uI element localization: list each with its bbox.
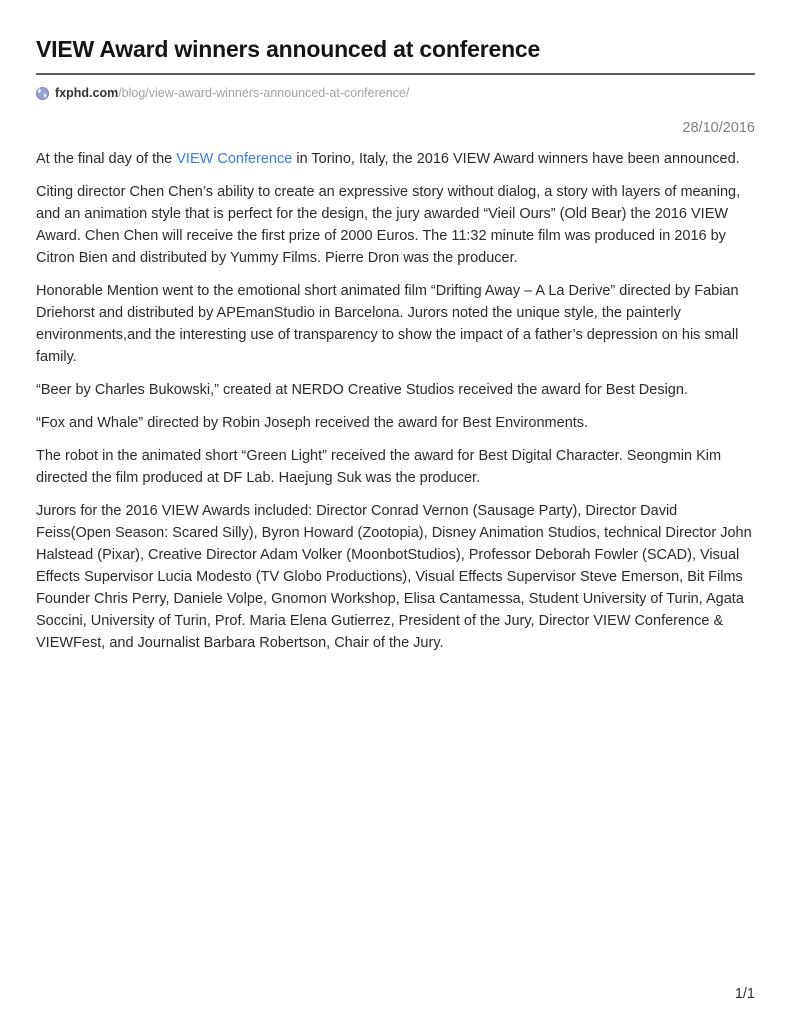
- page-title: VIEW Award winners announced at conference: [36, 36, 541, 62]
- paragraph-best-design: “Beer by Charles Bukowski,” created at NERDO Creative Studios received the award for Best Design.: [36, 382, 688, 398]
- paragraph-honorable-mention: Honorable Mention went to the emotional short animated film “Drifting Away – A La Derive” directed by Fabian Driehorst and distributed by APEmanStudio in Barcelona. Jurors noted the unique style, the painterly environments,and the interesting use of transparency to show the impact of a father’s depression on his small family.: [36, 283, 739, 365]
- article-body: [36, 148, 755, 654]
- paragraph-best-environments: “Fox and Whale” directed by Robin Joseph received the award for Best Environments.: [36, 415, 589, 431]
- paragraph-best-digital-character: The robot in the animated short “Green Light” received the award for Best Digital Character. Seongmin Kim directed the film produced at DF Lab. Haejung Suk was the producer.: [36, 448, 722, 486]
- source-domain: fxphd.com: [55, 86, 119, 100]
- article-header: [36, 36, 755, 136]
- paragraph-jurors: Jurors for the 2016 VIEW Awards included: Director Conrad Vernon (Sausage Party), Director David Feiss(Open Season: Scared Silly), Byron Howard (Zootopia), Disney Animation Studios, technical Director John Halstead (Pixar), Creative Director Adam Volker (MoonbotStudios), Professor Deborah Fowler (SCAD), Visual Effects Supervisor Lucia Modesto (TV Globo Productions), Visual Effects Supervisor Steve Emerson, Bit Films Founder Chris Perry, Daniele Volpe, Gnomon Workshop, Elisa Cantamessa, Student University of Turin, Agata Soccini, University of Turin, Prof. Maria Elena Gutierrez, President of the Jury, Director VIEW Conference & VIEWFest, and Journalist Barbara Robertson, Chair of the Jury.: [36, 503, 752, 651]
- page-number: 1/1: [734, 986, 755, 1002]
- source-url: [55, 86, 409, 100]
- globe-icon: [36, 87, 49, 100]
- title-divider: [36, 73, 755, 75]
- paragraph-view-award: Citing director Chen Chen’s ability to create an expressive story without dialog, a story with layers of meaning, and an animation style that is perfect for the design, the jury awarded “Vieil Ours” (Old Bear) the 2016 VIEW Award. Chen Chen will receive the first prize of 2000 Euros. The 11:32 minute film was produced in 2016 by Citron Bien and distributed by Yummy Films. Pierre Dron was the producer.: [36, 184, 741, 266]
- view-conference-link[interactable]: VIEW Conference: [176, 151, 293, 167]
- intro-text-post: in Torino, Italy, the 2016 VIEW Award winners have been announced.: [292, 151, 740, 167]
- source-line: [36, 86, 755, 100]
- article-date: 28/10/2016: [682, 120, 755, 136]
- intro-text-pre: At the final day of the: [36, 151, 177, 167]
- source-path: /blog/view-award-winners-announced-at-conference/: [118, 86, 410, 100]
- paragraph-intro: [36, 148, 755, 170]
